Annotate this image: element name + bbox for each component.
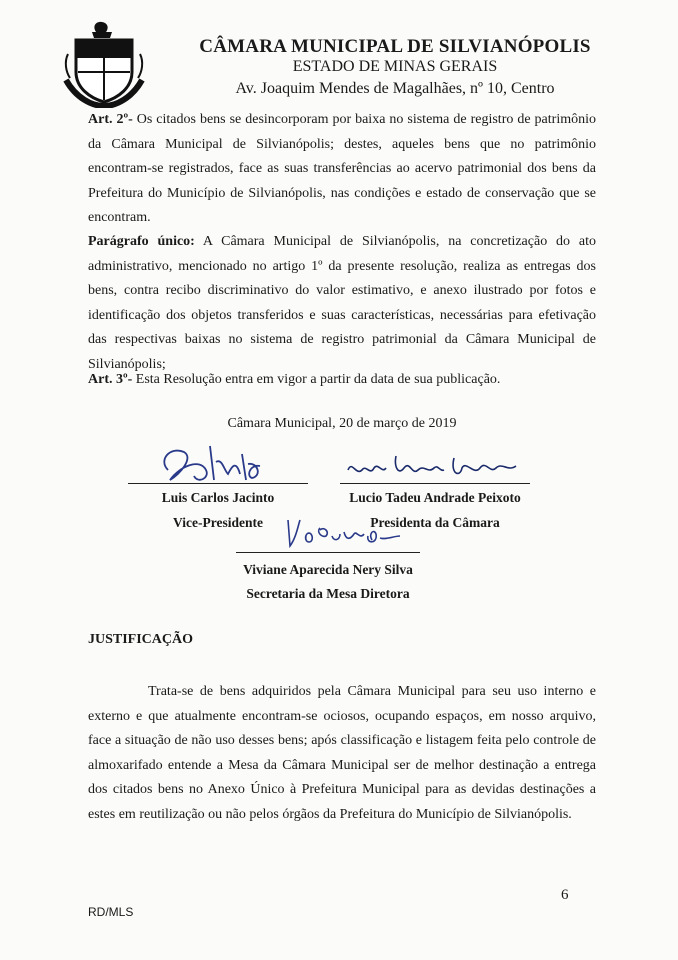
left-signatory-name: Luis Carlos Jacinto (161, 490, 275, 505)
right-signature-line (340, 483, 530, 484)
address: Av. Joaquim Mendes de Magalhães, nº 10, Centro (235, 80, 555, 97)
right-signatory-role: Presidenta da Câmara (370, 515, 500, 530)
left-signatory-role: Vice-Presidente (173, 515, 263, 530)
center-handwritten-signature (276, 510, 416, 554)
page-number: 6 (561, 887, 569, 903)
article-2 (88, 108, 596, 231)
article-3 (88, 368, 596, 393)
left-handwritten-signature (150, 440, 290, 492)
center-signatory-role: Secretaria da Mesa Diretora (246, 586, 410, 601)
article-3-label: Art. 3º- (88, 372, 133, 387)
date-line: Câmara Municipal, 20 de março de 2019 (227, 416, 457, 431)
document-reference: RD/MLS (88, 905, 134, 919)
center-signature-line (236, 552, 420, 553)
justification-text: Trata-se de bens adquiridos pela Câmara Municipal para seu uso interno e externo e que atualmente encontram-se ociosos, ocupando espaços, em nosso arquivo, face a situação de não uso desses bens; após classificação e listagem feita pelo controle de almoxarifado entende a Mesa da Câmara Municipal ser de melhor destinação a entrega dos citados bens no Anexo Único à Prefeitura Municipal para as devidas destinações a estes em reutilização ou não pelos órgãos da Prefeitura do Município de Silvianópolis. (88, 684, 596, 822)
left-signature-line (128, 483, 308, 484)
right-handwritten-signature (340, 446, 530, 486)
municipal-coat-of-arms-icon (62, 18, 146, 108)
justification-heading: JUSTIFICAÇÃO (88, 632, 194, 647)
article-3-text: Esta Resolução entra em vigor a partir da data de sua publicação. (132, 372, 501, 387)
state-subtitle: ESTADO DE MINAS GERAIS (292, 58, 498, 75)
article-2-text: Os citados bens se desincorporam por baixa no sistema de registro de patrimônio da Câmara Municipal de Silvianópolis; destes, aqueles bens que no patrimônio encontram-se registrados, face as suas transferências ao acervo patrimonial dos bens da Prefeitura do Município de Silvianópolis, nas condições e estado de conservação que se encontram. (88, 112, 596, 225)
article-2-label: Art. 2º- (88, 112, 133, 127)
sole-paragraph-text: A Câmara Municipal de Silvianópolis, na concretização do ato administrativo, mencionado no artigo 1º da presente resolução, realiza as entregas dos bens, contra recibo discriminativo do valor estimativo, e anexo ilustrado por fotos e identificação dos objetos transferidos e suas características, necessárias para efetivação das respectivas baixas no sistema de registro patrimonial da Câmara Municipal de Silvianópolis; (88, 234, 597, 372)
center-signatory-name: Viviane Aparecida Nery Silva (243, 562, 413, 577)
right-signatory-name: Lucio Tadeu Andrade Peixoto (349, 490, 521, 505)
sole-paragraph (88, 230, 596, 377)
sole-paragraph-label: Parágrafo único: (88, 234, 195, 249)
institution-title: CÂMARA MUNICIPAL DE SILVIANÓPOLIS (199, 36, 591, 57)
